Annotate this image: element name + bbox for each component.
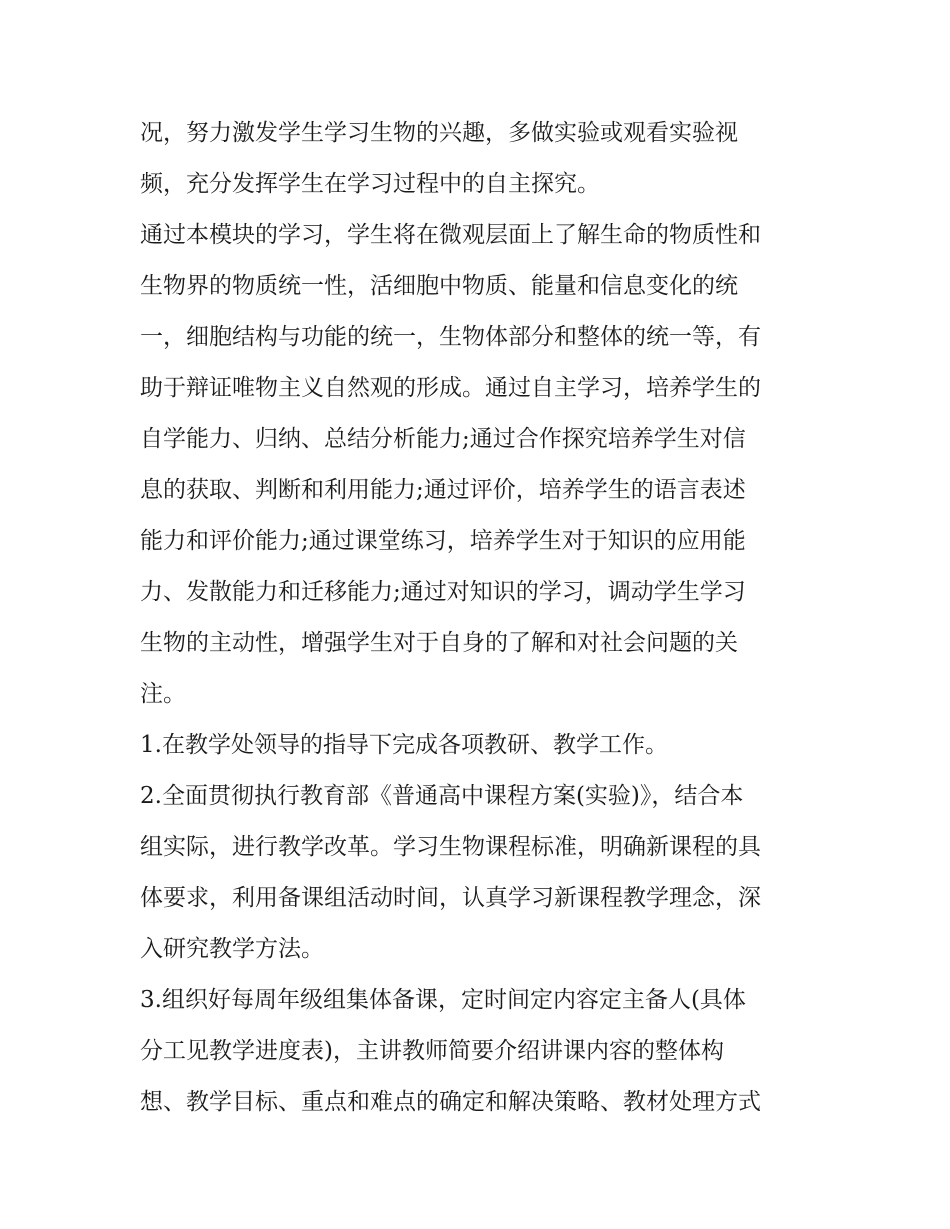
text-line: 生物界的物质统一性，活细胞中物质、能量和信息变化的统 <box>140 273 738 299</box>
text-line: 息的获取、判断和利用能力;通过评价，培养学生的语言表述 <box>140 477 746 503</box>
text-line: 分工见教学进度表)，主讲教师简要介绍讲课内容的整体构 <box>140 1038 724 1064</box>
text-line: 组实际，进行教学改革。学习生物课程标准，明确新课程的具 <box>140 834 761 860</box>
body-text <box>140 108 820 1128</box>
text-line: 入研究教学方法。 <box>140 936 324 962</box>
text-line: 频，充分发挥学生在学习过程中的自主探究。 <box>140 171 600 197</box>
text-line: 力、发散能力和迁移能力;通过对知识的学习，调动学生学习 <box>140 579 746 605</box>
text-line: 助于辩证唯物主义自然观的形成。通过自主学习，培养学生的 <box>140 375 761 401</box>
text-line: 体要求，利用备课组活动时间，认真学习新课程教学理念，深 <box>140 885 761 911</box>
text-line: 通过本模块的学习，学生将在微观层面上了解生命的物质性和 <box>140 222 761 248</box>
text-line: 想、教学目标、重点和难点的确定和解决策略、教材处理方式 <box>140 1089 761 1115</box>
text-line: 生物的主动性，增强学生对于自身的了解和对社会问题的关 <box>140 630 738 656</box>
list-item-1: 1.在教学处领导的指导下完成各项教研、教学工作。 <box>140 732 668 758</box>
text-line: 自学能力、归纳、总结分析能力;通过合作探究培养学生对信 <box>140 426 746 452</box>
text-line: 注。 <box>140 681 186 707</box>
text-line: 能力和评价能力;通过课堂练习，培养学生对于知识的应用能 <box>140 528 746 554</box>
text-line: 一，细胞结构与功能的统一，生物体部分和整体的统一等，有 <box>140 324 761 350</box>
list-item-3: 3.组织好每周年级组集体备课，定时间定内容定主备人(具体 <box>140 987 746 1013</box>
list-item-2: 2.全面贯彻执行教育部《普通高中课程方案(实验)》，结合本 <box>140 783 744 809</box>
text-line: 况，努力激发学生学习生物的兴趣，多做实验或观看实验视 <box>140 120 738 146</box>
